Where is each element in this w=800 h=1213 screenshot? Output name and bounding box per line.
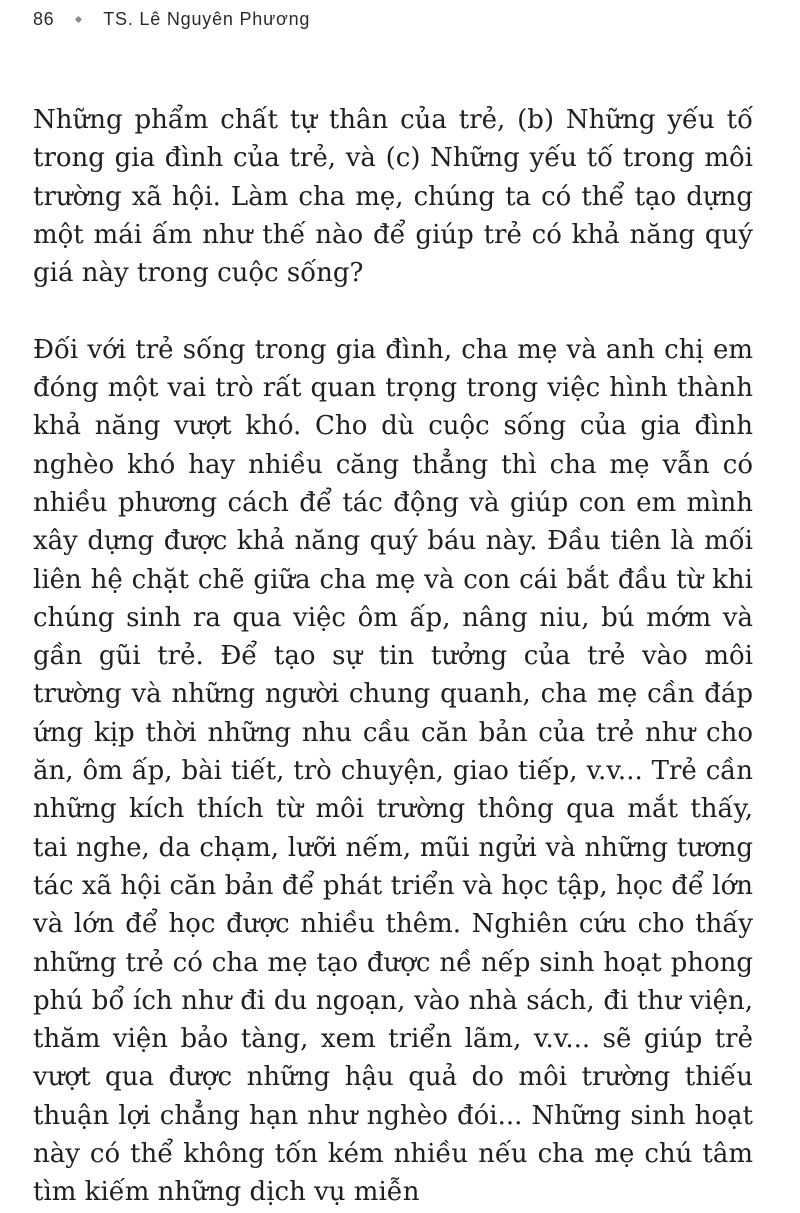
page-number: 86 (33, 8, 55, 29)
body-text (33, 101, 753, 1212)
diamond-bullet-icon (75, 15, 82, 22)
author-name: TS. Lê Nguyên Phương (103, 8, 311, 29)
paragraph: Những phẩm chất tự thân của trẻ, (b) Những yếu tố trong gia đình của trẻ, và (c) Những yếu tố trong môi trường xã hội. Làm cha mẹ, chúng ta có thể tạo dựng một mái ấm như thế nào để giúp trẻ có khả năng quý giá này trong cuộc sống? (33, 105, 753, 289)
paragraph: Đối với trẻ sống trong gia đình, cha mẹ và anh chị em đóng một vai trò rất quan trọng trong việc hình thành khả năng vượt khó. Cho dù cuộc sống của gia đình nghèo khó hay nhiều căng thẳng thì cha mẹ vẫn có nhiều phương cách để tác động và giúp con em mình xây dựng được khả năng quý báu này. Đầu tiên là mối liên hệ chặt chẽ giữa cha mẹ và con cái bắt đầu từ khi chúng sinh ra qua việc ôm ấp, nâng niu, bú mớm và gần gũi trẻ. Để tạo sự tin tưởng của trẻ vào môi trường và những người chung quanh, cha mẹ cần đáp ứng kịp thời những nhu cầu căn bản của trẻ như cho ăn, ôm ấp, bài tiết, trò chuyện, giao tiếp, v.v... Trẻ cần những kích thích từ môi trường thông qua mắt thấy, tai nghe, da chạm, lưỡi nếm, mũi ngửi và những tương tác xã hội căn bản để phát triển và học tập, học để lớn và lớn để học được nhiều thêm. Nghiên cứu cho thấy những trẻ có cha mẹ tạo được nề nếp sinh hoạt phong phú bổ ích như đi du ngoạn, vào nhà sách, đi thư viện, thăm viện bảo tàng, xem triển lãm, v.v... sẽ giúp trẻ vượt qua được những hậu quả do môi trường thiếu thuận lợi chẳng hạn như nghèo đói... Những sinh hoạt này có thể không tốn kém nhiều nếu cha mẹ chú tâm tìm kiếm những dịch vụ miễn (33, 334, 753, 1208)
running-header (33, 7, 310, 31)
